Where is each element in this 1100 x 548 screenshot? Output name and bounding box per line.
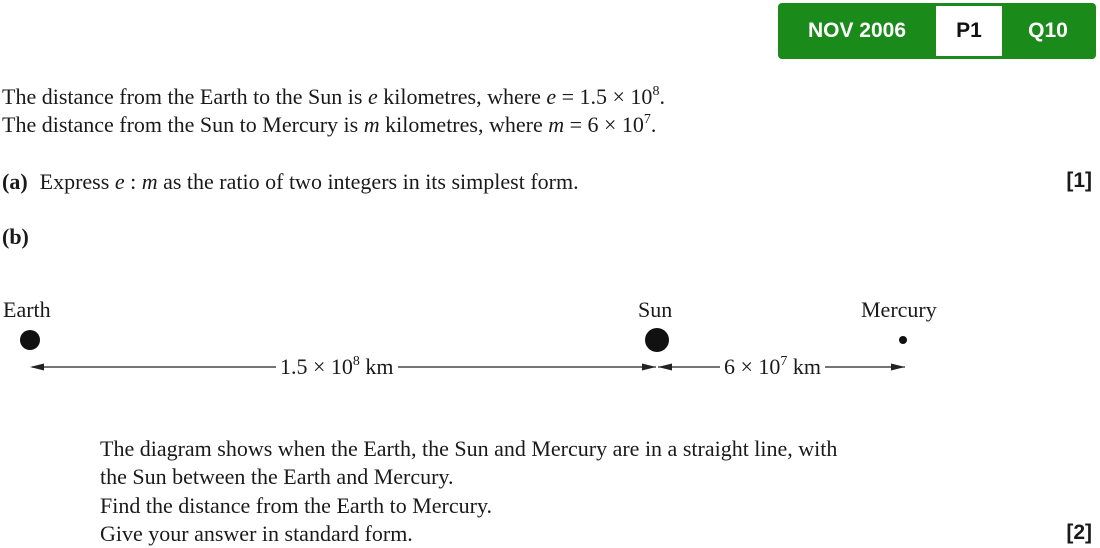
earth-sun-distance-label bbox=[276, 354, 398, 380]
part-a-question bbox=[2, 169, 579, 195]
distance-value: 1.5 × 10 bbox=[280, 354, 353, 379]
intro-text: The distance from the Sun to Mercury is bbox=[2, 112, 364, 137]
sun-label: Sun bbox=[638, 297, 673, 322]
equation: = 1.5 × 10 bbox=[556, 84, 653, 109]
arrowhead-sun-right bbox=[658, 364, 672, 371]
question-badge bbox=[778, 3, 1096, 59]
question-number: Q10 bbox=[1028, 19, 1068, 42]
exponent: 7 bbox=[643, 112, 651, 127]
mercury-label: Mercury bbox=[861, 297, 937, 322]
earth-label: Earth bbox=[3, 297, 51, 322]
part-b-line-2: the Sun between the Earth and Mercury. bbox=[100, 464, 454, 489]
exam-session: NOV 2006 bbox=[807, 19, 907, 42]
question-text: Express bbox=[39, 169, 115, 194]
distance-value: 6 × 10 bbox=[724, 354, 781, 379]
variable-m: m bbox=[363, 112, 380, 137]
period: . bbox=[659, 84, 665, 109]
variable-e: e bbox=[546, 84, 557, 109]
question-text: as the ratio of two integers in its simplest form. bbox=[157, 169, 579, 194]
arrowhead-right bbox=[891, 364, 905, 371]
exponent: 7 bbox=[780, 354, 788, 369]
sun-mercury-distance-label bbox=[720, 354, 825, 380]
part-b-marks: [2] bbox=[1066, 521, 1092, 544]
arrowhead-left bbox=[30, 364, 44, 371]
variable-m: m bbox=[548, 112, 565, 137]
part-b-label: (b) bbox=[2, 224, 29, 249]
mercury-dot bbox=[899, 336, 907, 344]
intro-text: The distance from the Earth to the Sun is bbox=[2, 84, 368, 109]
variable-e: e bbox=[367, 84, 378, 109]
ratio-colon: : bbox=[124, 169, 142, 194]
arrowhead-sun-left bbox=[642, 364, 656, 371]
exponent: 8 bbox=[652, 84, 660, 99]
distance-unit: km bbox=[787, 354, 822, 379]
intro-line-1 bbox=[2, 84, 665, 110]
variable-e: e bbox=[114, 169, 125, 194]
part-b-line-4: Give your answer in standard form. bbox=[100, 521, 413, 546]
intro-line-2 bbox=[2, 112, 656, 138]
exponent: 8 bbox=[352, 354, 360, 369]
period: . bbox=[650, 112, 657, 137]
distance-unit: km bbox=[359, 354, 394, 379]
part-b-line-1: The diagram shows when the Earth, the Sun and Mercury are in a straight line, with bbox=[100, 436, 838, 461]
part-b-line-3: Find the distance from the Earth to Mercury. bbox=[100, 493, 493, 518]
intro-text: kilometres, where bbox=[377, 84, 547, 109]
intro-text: kilometres, where bbox=[379, 112, 549, 137]
part-a-marks: [1] bbox=[1066, 169, 1092, 192]
equation: = 6 × 10 bbox=[564, 112, 644, 137]
sun-dot bbox=[645, 328, 669, 352]
part-b-question bbox=[2, 224, 41, 250]
part-a-label: (a) bbox=[2, 169, 28, 194]
paper-number: P1 bbox=[936, 6, 1002, 56]
earth-dot bbox=[20, 330, 40, 350]
variable-m: m bbox=[141, 169, 158, 194]
